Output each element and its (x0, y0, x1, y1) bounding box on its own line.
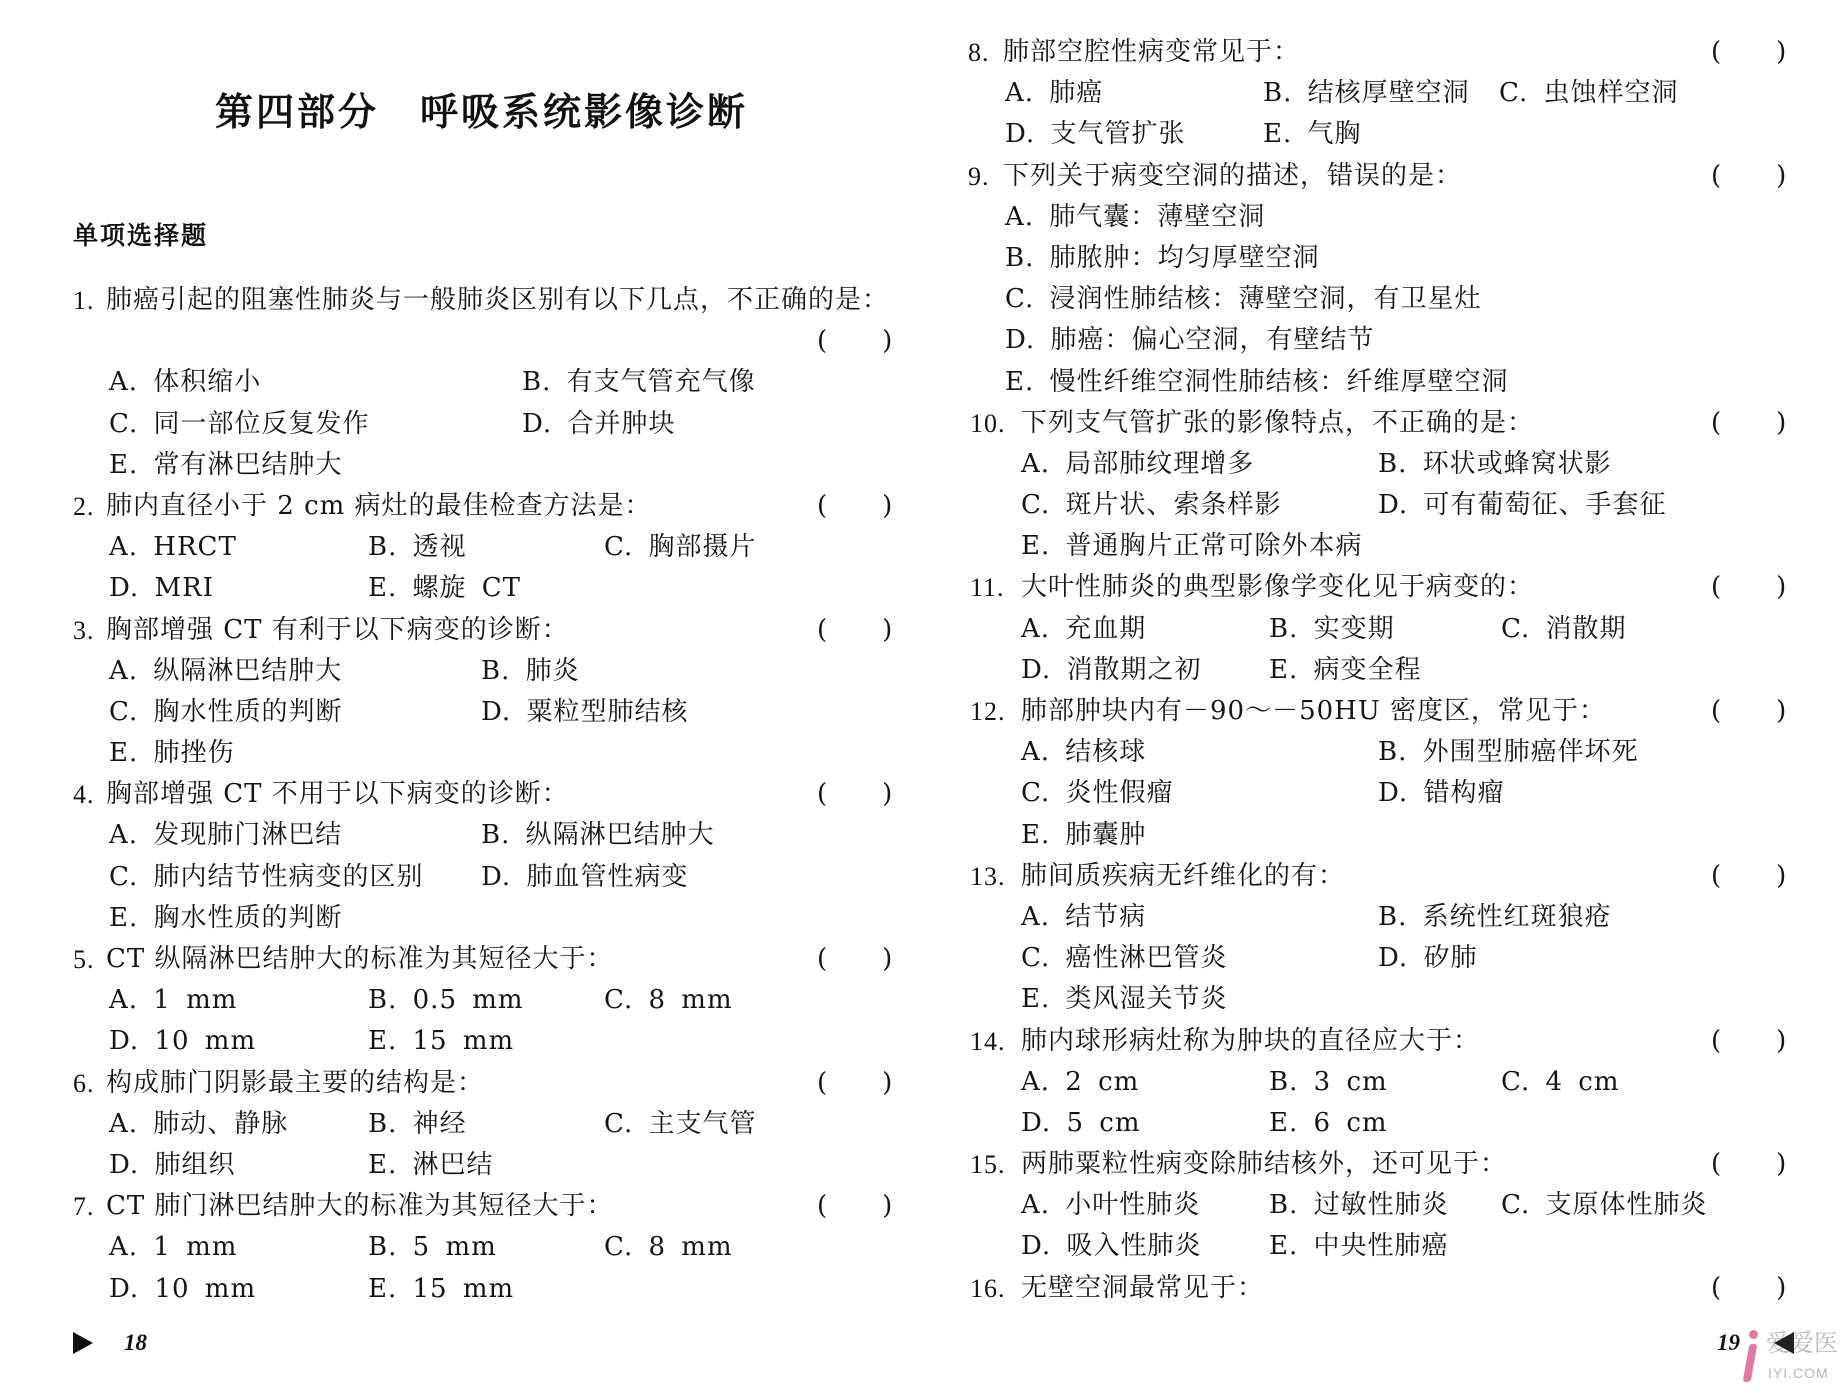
question-8-option-b: B. 结核厚壁空洞 (1263, 78, 1470, 109)
page-marker-left-arrow-icon (1774, 1332, 1794, 1354)
question-10-option-e: E. 普通胸片正常可除外本病 (1021, 531, 1363, 562)
question-15-text: 两肺粟粒性病变除肺结核外，还可见于： (1021, 1149, 1508, 1180)
watermark-site: IYI.COM (1768, 1365, 1829, 1381)
question-7-option-b: B. 5 mm (368, 1232, 497, 1263)
question-3-option-e: E. 肺挫伤 (109, 738, 235, 769)
question-10-options-row (0, 485, 1848, 526)
question-1-answer-blank: ( ) (817, 326, 894, 357)
question-7-option-c: C. 8 mm (604, 1232, 733, 1263)
question-10-options-row (0, 526, 1848, 567)
question-14-options-row (0, 1062, 1848, 1103)
watermark-logo-bar (1743, 1344, 1758, 1382)
question-13-text: 肺间质疾病无纤维化的有： (1021, 860, 1346, 891)
question-1-number: 1. (73, 286, 95, 315)
question-13-option-e: E. 类风湿关节炎 (1021, 984, 1228, 1015)
left-page-number: 18 (124, 1330, 147, 1355)
question-3-option-d: D. 粟粒型肺结核 (481, 696, 689, 727)
question-2-option-d: D. MRI (109, 573, 214, 604)
question-4-text: 胸部增强 CT 不用于以下病变的诊断： (106, 779, 569, 810)
question-16-number: 16. (970, 1273, 1006, 1303)
question-14-option-c: C. 4 cm (1501, 1066, 1620, 1097)
question-15-options-row (0, 1185, 1848, 1226)
question-2-option-a: A. HRCT (109, 532, 237, 563)
question-2-option-e: E. 螺旋 CT (368, 573, 522, 604)
question-9-option-d: D. 肺癌：偏心空洞，有壁结节 (1005, 325, 1375, 356)
question-13-row (0, 856, 1848, 897)
question-10-option-d: D. 可有葡萄征、手套征 (1378, 490, 1667, 521)
question-9-option-c: C. 浸润性肺结核：薄壁空洞，有卫星灶 (1005, 284, 1482, 315)
question-3-text: 胸部增强 CT 有利于以下病变的诊断： (106, 614, 569, 645)
watermark-logo-dot (1749, 1330, 1758, 1339)
question-14-row (0, 1021, 1848, 1062)
question-10-option-c: C. 斑片状、索条样影 (1021, 490, 1282, 521)
question-1-option-b: B. 有支气管充气像 (522, 367, 756, 398)
question-13-options-row (0, 897, 1848, 938)
question-11-option-e: E. 病变全程 (1269, 654, 1422, 685)
question-9-row (0, 156, 1848, 197)
question-10-row (0, 403, 1848, 444)
question-9-options-row (0, 320, 1848, 361)
question-2-option-c: C. 胸部摄片 (604, 532, 757, 563)
question-1-text: 肺癌引起的阻塞性肺炎与一般肺炎区别有以下几点，不正确的是： (106, 285, 890, 315)
question-10-option-b: B. 环状或蜂窝状影 (1378, 448, 1612, 479)
question-13-options-row (0, 938, 1848, 979)
question-11-option-d: D. 消散期之初 (1021, 654, 1202, 685)
question-5-number: 5. (73, 945, 95, 974)
question-4-option-a: A. 发现肺门淋巴结 (109, 820, 343, 851)
question-5-option-e: E. 15 mm (368, 1026, 515, 1057)
question-8-option-d: D. 支气管扩张 (1005, 119, 1186, 150)
question-14-option-d: D. 5 cm (1021, 1107, 1141, 1138)
question-8-row (0, 32, 1848, 73)
question-12-row (0, 691, 1848, 732)
question-14-answer-blank: ( ) (1711, 1025, 1788, 1056)
question-7-option-d: D. 10 mm (109, 1273, 257, 1304)
question-8-options-row (0, 73, 1848, 114)
question-12-option-c: C. 炎性假瘤 (1021, 778, 1174, 809)
question-13-options-row (0, 979, 1848, 1020)
question-2-option-b: B. 透视 (368, 532, 467, 563)
question-6-option-e: E. 淋巴结 (368, 1149, 494, 1180)
question-12-options-row (0, 732, 1848, 773)
question-8-options-row (0, 114, 1848, 155)
question-15-options-row (0, 1226, 1848, 1267)
question-11-option-b: B. 实变期 (1269, 613, 1395, 644)
question-11-option-c: C. 消散期 (1501, 613, 1627, 644)
question-13-option-d: D. 矽肺 (1378, 943, 1478, 974)
question-6-option-c: C. 主支气管 (604, 1108, 757, 1139)
question-6-text: 构成肺门阴影最主要的结构是： (106, 1067, 485, 1098)
question-1-option-a: A. 体积缩小 (109, 367, 262, 398)
question-3-option-b: B. 肺炎 (481, 655, 580, 686)
question-13-number: 13. (970, 861, 1006, 891)
question-15-option-c: C. 支原体性肺炎 (1501, 1190, 1708, 1221)
question-3-answer-blank: ( ) (817, 614, 894, 645)
right-page-questions (0, 32, 1848, 1309)
question-13-option-c: C. 癌性淋巴管炎 (1021, 943, 1228, 974)
question-7-option-e: E. 15 mm (368, 1273, 515, 1304)
question-12-option-d: D. 错构瘤 (1378, 778, 1505, 809)
question-11-options-row (0, 609, 1848, 650)
question-10-number: 10. (970, 408, 1006, 438)
question-6-option-d: D. 肺组织 (109, 1149, 236, 1180)
question-12-options-row (0, 773, 1848, 814)
question-10-options-row (0, 444, 1848, 485)
question-11-option-a: A. 充血期 (1021, 613, 1147, 644)
question-15-option-a: A. 小叶性肺炎 (1021, 1190, 1201, 1221)
section-heading: 单项选择题 (73, 221, 209, 250)
question-14-text: 肺内球形病灶称为肿块的直径应大于： (1021, 1025, 1481, 1056)
question-9-options-row (0, 362, 1848, 403)
question-5-text: CT 纵隔淋巴结肿大的标准为其短径大于： (106, 944, 614, 974)
question-4-number: 4. (73, 780, 95, 810)
question-15-option-d: D. 吸入性肺炎 (1021, 1231, 1202, 1262)
question-7-text: CT 肺门淋巴结肿大的标准为其短径大于： (106, 1191, 614, 1222)
question-16-answer-blank: ( ) (1711, 1272, 1788, 1303)
question-8-number: 8. (968, 38, 990, 67)
question-1-option-e: E. 常有淋巴结肿大 (109, 449, 343, 480)
question-13-option-a: A. 结节病 (1021, 901, 1147, 932)
right-page-number: 19 (1717, 1330, 1740, 1355)
question-9-options-row (0, 197, 1848, 238)
question-9-option-b: B. 肺脓肿：均匀厚壁空洞 (1005, 242, 1320, 273)
question-9-text: 下列关于病变空洞的描述，错误的是： (1003, 160, 1463, 191)
question-8-option-c: C. 虫蚀样空洞 (1499, 78, 1679, 109)
question-11-answer-blank: ( ) (1711, 572, 1788, 603)
question-7-option-a: A. 1 mm (109, 1232, 238, 1263)
question-1-option-d: D. 合并肿块 (522, 408, 676, 439)
question-3-number: 3. (73, 615, 95, 645)
question-2-number: 2. (73, 491, 95, 521)
question-7-number: 7. (73, 1192, 95, 1222)
question-12-number: 12. (970, 697, 1006, 726)
question-8-option-a: A. 肺癌 (1005, 78, 1104, 109)
question-9-number: 9. (968, 161, 990, 191)
question-2-text: 肺内直径小于 2 cm 病灶的最佳检查方法是： (106, 490, 652, 521)
question-10-text: 下列支气管扩张的影像特点，不正确的是： (1021, 407, 1535, 438)
question-4-option-d: D. 肺血管性病变 (481, 861, 689, 892)
question-11-number: 11. (970, 573, 1005, 603)
watermark-logo-icon (1742, 1330, 1762, 1386)
question-12-options-row (0, 815, 1848, 856)
question-14-option-b: B. 3 cm (1269, 1066, 1388, 1097)
question-8-answer-blank: ( ) (1711, 37, 1788, 67)
question-15-number: 15. (970, 1150, 1006, 1180)
question-3-option-a: A. 纵隔淋巴结肿大 (109, 655, 343, 686)
question-15-option-e: E. 中央性肺癌 (1269, 1231, 1449, 1262)
question-8-option-e: E. 气胸 (1263, 119, 1362, 150)
question-5-option-d: D. 10 mm (109, 1026, 257, 1057)
question-12-option-a: A. 结核球 (1021, 737, 1147, 768)
watermark-brand: 爱爱医 (1766, 1329, 1838, 1357)
question-11-options-row (0, 650, 1848, 691)
question-9-options-row (0, 238, 1848, 279)
question-3-option-c: C. 胸水性质的判断 (109, 696, 343, 727)
question-6-number: 6. (73, 1068, 95, 1098)
question-12-text: 肺部肿块内有－90～－50HU 密度区，常见于： (1021, 696, 1607, 726)
question-10-answer-blank: ( ) (1711, 407, 1788, 438)
question-9-option-a: A. 肺气囊：薄壁空洞 (1005, 201, 1266, 232)
question-11-text: 大叶性肺炎的典型影像学变化见于病变的： (1021, 572, 1535, 603)
question-8-text: 肺部空腔性病变常见于： (1003, 37, 1301, 67)
question-2-answer-blank: ( ) (817, 490, 894, 521)
question-1-option-c: C. 同一部位反复发作 (109, 408, 370, 439)
question-14-option-a: A. 2 cm (1021, 1066, 1140, 1097)
question-14-option-e: E. 6 cm (1269, 1107, 1388, 1138)
question-12-answer-blank: ( ) (1711, 696, 1788, 726)
question-10-option-a: A. 局部肺纹理增多 (1021, 448, 1255, 479)
question-15-option-b: B. 过敏性肺炎 (1269, 1190, 1449, 1221)
question-9-option-e: E. 慢性纤维空洞性肺结核：纤维厚壁空洞 (1005, 366, 1509, 397)
question-13-answer-blank: ( ) (1711, 860, 1788, 891)
question-13-option-b: B. 系统性红斑狼疮 (1378, 901, 1612, 932)
question-15-answer-blank: ( ) (1711, 1149, 1788, 1180)
question-4-option-b: B. 纵隔淋巴结肿大 (481, 820, 715, 851)
question-4-option-c: C. 肺内结节性病变的区别 (109, 861, 424, 892)
question-12-option-e: E. 肺囊肿 (1021, 819, 1147, 850)
question-4-answer-blank: ( ) (817, 779, 894, 810)
question-5-option-a: A. 1 mm (109, 985, 238, 1016)
question-6-answer-blank: ( ) (817, 1067, 894, 1098)
question-4-option-e: E. 胸水性质的判断 (109, 902, 343, 933)
question-5-option-b: B. 0.5 mm (368, 985, 524, 1016)
question-7-answer-blank: ( ) (817, 1191, 894, 1222)
page-marker-right-arrow-icon (73, 1332, 93, 1354)
question-6-option-b: B. 神经 (368, 1108, 467, 1139)
question-6-option-a: A. 肺动、静脉 (109, 1108, 289, 1139)
question-9-answer-blank: ( ) (1711, 160, 1788, 191)
question-14-number: 14. (970, 1026, 1006, 1056)
question-16-text: 无壁空洞最常见于： (1021, 1272, 1265, 1303)
question-5-option-c: C. 8 mm (604, 985, 733, 1016)
question-11-row (0, 567, 1848, 608)
question-12-option-b: B. 外围型肺癌伴坏死 (1378, 737, 1639, 768)
question-16-row (0, 1268, 1848, 1309)
page-title: 第四部分 呼吸系统影像诊断 (215, 89, 749, 134)
question-5-answer-blank: ( ) (817, 944, 894, 974)
question-15-row (0, 1144, 1848, 1185)
question-9-options-row (0, 279, 1848, 320)
question-14-options-row (0, 1103, 1848, 1144)
